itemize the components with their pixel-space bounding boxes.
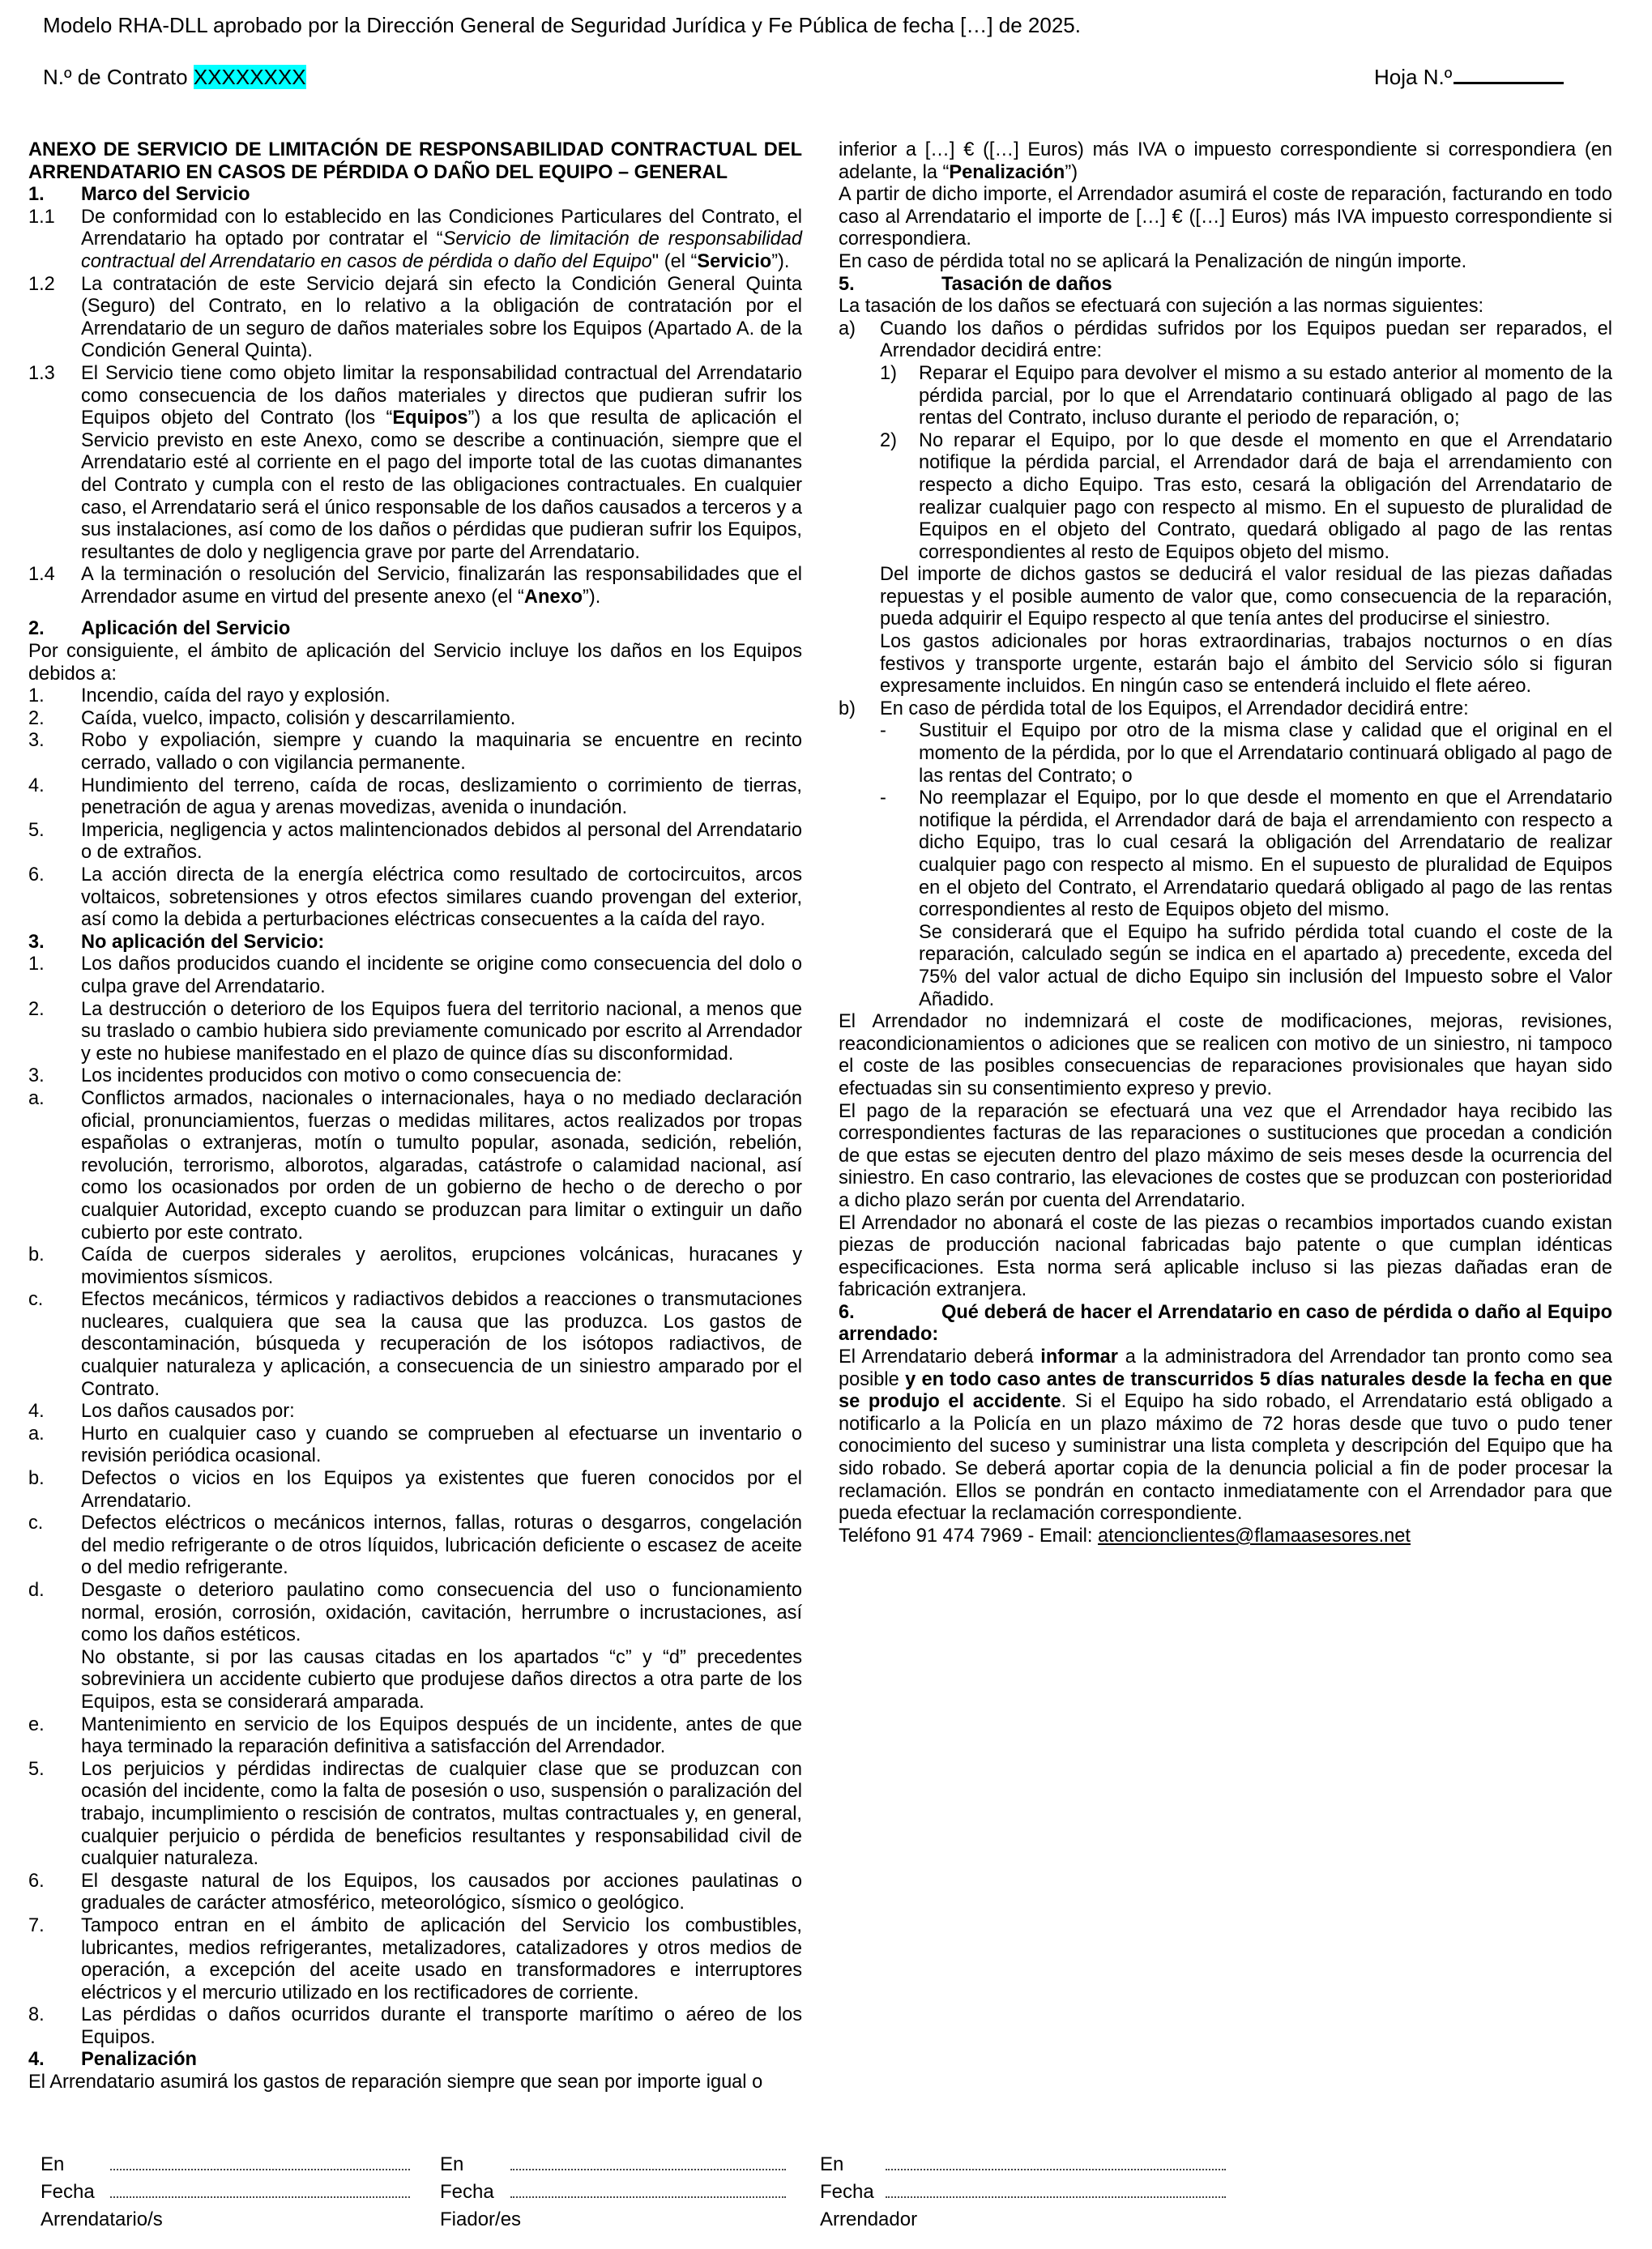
text-run: Incendio, caída del rayo y explosión.	[81, 685, 391, 707]
right-column	[839, 139, 1612, 1547]
text-run: Impericia, negligencia y actos malintencionados debidos al personal del Arrendatario o de extraños.	[81, 819, 802, 864]
model-approval-line: Modelo RHA-DLL aprobado por la Dirección General de Seguridad Jurídica y Fe Pública de fecha […] de 2025.	[43, 13, 1081, 37]
list-item	[839, 787, 1612, 922]
item-number: 1.1	[28, 206, 55, 228]
text-run: El Servicio tiene como objeto limitar la responsabilidad contractual del Arrendatario como consecuencia de los daños materiales y directos que pudieran sufrir los Equipos objeto del Contrato (los “	[81, 362, 802, 429]
text-run: Del importe de dichos gastos se deducirá el valor residual de las piezas dañadas repuestas y el posible aumento de valor que, como consecuencia de la reparación, pueda adquirir el Equipo respecto al que tenía antes del producirse el siniestro.	[880, 564, 1612, 630]
text-run: " (el “	[651, 250, 698, 272]
item-number: 3.	[28, 1065, 45, 1087]
paragraph	[839, 922, 1612, 1011]
text-run: Cuando los daños o pérdidas sufridos por los Equipos puedan ser reparados, el Arrendador decidirá entre:	[880, 318, 1612, 362]
contract-label: N.º de Contrato	[43, 65, 188, 89]
text-run: Caída de cuerpos siderales y aerolitos, erupciones volcánicas, huracanes y movimientos sísmicos.	[81, 1244, 802, 1288]
text-run: ”).	[583, 586, 601, 608]
text-run: Los perjuicios y pérdidas indirectas de cualquier clase que se produzcan con ocasión del incidente, como la falta de posesión o uso, suspensión o paralización del trabajo, incumplimiento o rescisión de contratos, multas contractuales y, en general, cualquier perjuicio o pérdida de beneficios resultantes y responsabilidad civil de cualquier naturaleza.	[81, 1758, 802, 1870]
item-number: -	[880, 787, 886, 809]
paragraph	[839, 184, 1612, 251]
text-run: La destrucción o deterioro de los Equipos fuera del territorio nacional, a menos que su traslado o cambio hubiera sido previamente comunicado por escrito al Arrendador y este no hubiese manifestado en el plazo de quince días su disconformidad.	[81, 998, 802, 1065]
place-blank	[886, 2169, 1226, 2170]
text-run: La contratación de este Servicio dejará sin efecto la Condición General Quinta (Seguro) del Contrato, en lo relativo a la obligación de contratación por el Arrendatario de un seguro de daños materiales sobre los Equipos (Apartado A. de la Condición General Quinta).	[81, 273, 802, 362]
list-item	[28, 1580, 802, 1647]
text-run: Los daños causados por:	[81, 1401, 295, 1423]
list-item	[28, 820, 802, 864]
date-blank	[110, 2196, 410, 2198]
text-run: Mantenimiento en servicio de los Equipos después de un incidente, antes de que haya terminado la reparación definitiva a satisfacción del Arrendador.	[81, 1713, 802, 1758]
bold-term: Anexo	[523, 586, 583, 608]
item-number: 1.	[28, 685, 45, 707]
item-number: 8.	[28, 2004, 45, 2026]
list-item	[28, 1088, 802, 1244]
party-label: Arrendador	[820, 2208, 918, 2230]
item-number: 2.	[28, 998, 45, 1020]
item-number: c.	[28, 1289, 44, 1311]
text-run: Reparar el Equipo para devolver el mismo a su estado anterior al momento de la pérdida parcial, por lo que el Arrendatario continuará obligado al pago de las rentas del Contrato, incluso durante el periodo de reparación, o;	[919, 362, 1612, 429]
item-number: 1.	[28, 184, 45, 206]
list-item	[28, 954, 802, 998]
text-run: Hundimiento del terreno, caída de rocas, deslizamiento o corrimiento de tierras, penetración de agua y arenas movedizas, avenida o inundación.	[81, 775, 802, 819]
bold-term: Servicio	[697, 250, 772, 272]
date-label: Fecha	[820, 2181, 874, 2203]
section-heading	[28, 618, 802, 641]
place-label: En	[820, 2153, 844, 2175]
text-run: Tasación de daños	[941, 273, 1112, 295]
text-run: ”)	[1065, 161, 1078, 183]
text-run: Marco del Servicio	[81, 184, 250, 206]
item-number: d.	[28, 1580, 45, 1601]
list-item	[839, 430, 1612, 565]
list-item	[28, 1513, 802, 1580]
text-run: ”) a los que resulta de aplicación el Servicio previsto en este Anexo, como se describe a continuación, siempre que el Arrendatario esté al corriente en el pago del importe total de las cuotas dimanantes del Contrato y cumpla con el resto de las obligaciones contractuales. En cualquier caso, el Arrendatario será el único responsable de los daños causados a terceros y a sus instalaciones, así como de los daños o pérdidas que pudieran sufrir los Equipos, resultantes de dolo y negligencia grave por parte del Arrendatario.	[81, 408, 802, 563]
place-blank	[110, 2169, 410, 2170]
item-number: 5.	[839, 273, 855, 295]
item-number: 3.	[28, 730, 45, 752]
list-item	[28, 864, 802, 932]
text-run: En caso de pérdida total no se aplicará la Penalización de ningún importe.	[839, 250, 1467, 272]
text-run: a la administradora del Arrendador tan pronto como sea posible	[839, 1346, 1612, 1390]
sheet-label: Hoja N.º	[1374, 65, 1453, 89]
section-heading	[28, 184, 802, 207]
list-item	[839, 720, 1612, 787]
text-run: No obstante, si por las causas citadas en los apartados “c” y “d” precedentes sobreviniera un accidente cubierto que produjese daños directos a otra parte de los Equipos, esta se considerará amparada.	[81, 1646, 802, 1713]
list-item	[28, 708, 802, 731]
sheet-number	[1374, 65, 1564, 90]
text-run: Defectos o vicios en los Equipos ya existentes que fueren conocidos por el Arrendatario.	[81, 1468, 802, 1512]
item-number: -	[880, 720, 886, 742]
signature-block-guarantor	[440, 2151, 521, 2234]
paragraph	[839, 139, 1612, 184]
bold-term: y en todo caso antes de transcurridos 5 días naturales desde la fecha en que se produjo el accidente	[839, 1368, 1613, 1413]
party-label: Arrendatario/s	[41, 2208, 163, 2230]
item-number: a.	[28, 1087, 45, 1109]
text-run: ”).	[771, 250, 790, 272]
item-number: 5.	[28, 819, 45, 841]
text-run: Teléfono 91 474 7969 - Email:	[839, 1525, 1099, 1547]
item-number: b.	[28, 1244, 45, 1266]
item-number: 6.	[28, 864, 45, 886]
list-item	[28, 1244, 802, 1289]
list-item	[28, 775, 802, 820]
text-run: Desgaste o deterioro paulatino como consecuencia del uso o funcionamiento normal, erosión, corrosión, oxidación, cavitación, herrumbre o incrustaciones, así como los daños estéticos.	[81, 1580, 802, 1646]
item-number: 5.	[28, 1758, 45, 1780]
paragraph	[839, 1526, 1612, 1548]
text-run: De conformidad con lo establecido en las Condiciones Particulares del Contrato, el Arrendatario ha optado por contratar el “	[81, 206, 802, 250]
item-number: c.	[28, 1513, 44, 1534]
place-label: En	[41, 2153, 65, 2175]
paragraph	[839, 296, 1612, 318]
item-number: 6.	[839, 1301, 855, 1323]
annex-title	[28, 139, 802, 184]
bold-term: Equipos	[392, 408, 468, 429]
item-number: b)	[839, 698, 856, 719]
text-run: A la terminación o resolución del Servicio, finalizarán las responsabilidades que el Arrendador asume en virtud del presente anexo (el “	[81, 564, 802, 608]
text-run: Los incidentes producidos con motivo o como consecuencia de:	[81, 1065, 622, 1087]
list-item	[28, 1423, 802, 1468]
paragraph	[839, 631, 1612, 698]
text-run: Penalización	[81, 2049, 197, 2071]
item-number: 7.	[28, 1914, 45, 1936]
list-item	[28, 274, 802, 363]
item-number: 1)	[880, 362, 897, 384]
list-item	[28, 1714, 802, 1759]
item-number: 6.	[28, 1870, 45, 1892]
item-number: 1.	[28, 954, 45, 975]
text-run: La tasación de los daños se efectuará con sujeción a las normas siguientes:	[839, 296, 1484, 318]
place-blank	[510, 2169, 786, 2170]
text-run: En caso de pérdida total de los Equipos, el Arrendador decidirá entre:	[880, 698, 1469, 719]
text-run: A partir de dicho importe, el Arrendador asumirá el coste de reparación, facturando en todo caso al Arrendatario el importe de […] € ([…] Euros) más IVA impuesto correspondiente si correspondiera.	[839, 184, 1612, 250]
item-number: e.	[28, 1713, 45, 1735]
list-item	[28, 1289, 802, 1401]
left-column	[28, 139, 802, 2094]
paragraph	[839, 564, 1612, 631]
text-run: inferior a […] € ([…] Euros) más IVA o impuesto correspondiente si correspondiera (en adelante, la “	[839, 139, 1612, 183]
text-run: Efectos mecánicos, térmicos y radiactivos debidos a reacciones o transmutaciones nucleares, cualquiera que sea la causa que las produzca. Los gastos de descontaminación, búsqueda y recuperación de los isótopos radiactivos, de cualquier naturaleza y aplicación, a consecuencia de un siniestro amparado por el Contrato.	[81, 1289, 802, 1400]
text-run: No reemplazar el Equipo, por lo que desde el momento en que el Arrendatario notifique la pérdida, el Arrendador dará de baja el arrendamiento con respecto a dicho Equipo, tras lo cual cesará la obligación del Arrendatario de realizar cualquier pago con respecto al mismo. En el supuesto de pluralidad de Equipos en el objeto del Contrato, el Arrendatario quedará obligado al pago de las rentas correspondientes al resto de Equipos objeto del mismo.	[919, 787, 1612, 921]
email-link[interactable]: atencionclientes@flamaasesores.net	[1098, 1525, 1411, 1547]
bold-term: informar	[1040, 1346, 1118, 1368]
italic-term: Servicio de limitación de responsabilidad contractual del Arrendatario en casos de pérdida o daño del Equipo	[81, 228, 802, 272]
party-label: Fiador/es	[440, 2208, 522, 2230]
signature-block-lessor	[820, 2151, 917, 2234]
item-number: 2.	[28, 707, 45, 729]
text-run: Por consiguiente, el ámbito de aplicación del Servicio incluye los daños en los Equipos debidos a:	[28, 641, 802, 685]
text-run: Los daños producidos cuando el incidente se origine como consecuencia del dolo o culpa grave del Arrendatario.	[81, 954, 802, 997]
text-run: Tampoco entran en el ámbito de aplicación del Servicio los combustibles, lubricantes, medios refrigerantes, metalizadores, catalizadores y otros medios de operación, a excepción del aceite usado en transformadores e interruptores eléctricos y el mercurio utilizado en los rectificadores de corriente.	[81, 1914, 802, 2004]
text-run: Los gastos adicionales por horas extraordinarias, trabajos nocturnos o en días festivos y transporte urgente, estarán bajo el ámbito del Servicio sólo si figuran expresamente incluidos. En ningún caso se entenderá incluido el flete aéreo.	[880, 631, 1612, 698]
text-run: Se considerará que el Equipo ha sufrido pérdida total cuando el coste de la reparación, calculado según se indica en el apartado a) precedente, exceda del 75% del valor actual de dicho Equipo sin inclusión del Impuesto sobre el Valor Añadido.	[919, 921, 1612, 1010]
text-run: Caída, vuelco, impacto, colisión y descarrilamiento.	[81, 707, 516, 729]
paragraph	[839, 1011, 1612, 1100]
paragraph	[839, 1101, 1612, 1213]
section-heading	[839, 274, 1612, 297]
list-item	[28, 564, 802, 608]
text-run: El pago de la reparación se efectuará una vez que el Arrendador haya recibido las correspondientes facturas de las reparaciones o sustituciones que procedan a condición de que estas se ejecuten dentro del plazo máximo de seis meses desde la ocurrencia del siniestro. En caso contrario, las elevaciones de costes que se produzcan con posterioridad a dicho plazo serán por cuenta del Arrendatario.	[839, 1100, 1612, 1211]
text-run: Defectos eléctricos o mecánicos internos, fallas, roturas o desgarros, congelación del medio refrigerante o de otros líquidos, lubricación deficiente o escasez de aceite o del medio refrigerante.	[81, 1513, 802, 1579]
item-number: b.	[28, 1468, 45, 1490]
contract-number: XXXXXXXX	[193, 65, 306, 89]
list-item	[839, 363, 1612, 430]
text-run: Aplicación del Servicio	[81, 618, 291, 640]
section-heading	[28, 932, 802, 954]
text-run: El Arrendatario deberá	[839, 1346, 1041, 1368]
paragraph	[28, 1647, 802, 1714]
item-number: 4.	[28, 775, 45, 796]
item-number: 4.	[28, 1401, 45, 1423]
item-number: 1.3	[28, 362, 55, 384]
date-label: Fecha	[41, 2181, 95, 2203]
section-heading	[839, 1302, 1612, 1346]
list-item	[28, 1468, 802, 1513]
text-run: Hurto en cualquier caso y cuando se comprueben al efectuarse un inventario o revisión periódica ocasional.	[81, 1423, 802, 1467]
text-run: ANEXO DE SERVICIO DE LIMITACIÓN DE RESPONSABILIDAD CONTRACTUAL DEL ARRENDATARIO EN CASOS DE PÉRDIDA O DAÑO DEL EQUIPO – GENERAL	[28, 139, 802, 183]
list-item	[28, 999, 802, 1066]
text-run: . Si el Equipo ha sido robado, el Arrendatario está obligado a notificarlo a la Policía en un plazo máximo de 72 horas desde que tuvo o pudo tener conocimiento del suceso y suministrar una lista completa y descripción del Equipo que ha sido robado. Se deberá aportar copia de la denuncia policial a fin de poder procesar la reclamación. Ellos se pondrán en contacto inmediatamente con el Arrendador para que pueda efectuar la reclamación correspondiente.	[839, 1391, 1612, 1525]
item-number: a)	[839, 318, 856, 339]
list-item	[28, 685, 802, 708]
item-number: a.	[28, 1423, 45, 1445]
text-run: El desgaste natural de los Equipos, los causados por acciones paulatinas o graduales de carácter atmosférico, meteorológico, sísmico o geológico.	[81, 1870, 802, 1914]
bold-term: Penalización	[949, 161, 1065, 183]
text-run: No reparar el Equipo, por lo que desde el momento en que el Arrendatario notifique la pérdida parcial, el Arrendador dará de baja el arrendamiento con respecto a dicho Equipo. Tras esto, cesará la obligación del Arrendatario de realizar cualquier pago con respecto al mismo. En el supuesto de pluralidad de Equipos en el objeto del Contrato, quedará obligado al pago de las rentas correspondientes al resto de Equipos objeto del mismo.	[919, 429, 1612, 563]
item-number: 1.4	[28, 564, 55, 586]
paragraph	[839, 251, 1612, 274]
date-blank	[510, 2196, 786, 2198]
text-run: Conflictos armados, nacionales o internacionales, haya o no mediado declaración oficial, pronunciamientos, fuerzas o medidas militares, actos realizados por tropas españolas o extranjeras, motín o tumulto popular, asonada, sedición, rebelión, revolución, terrorismo, alborotos, algaradas, catástrofe o calamidad nacional, así como los ocasionados por orden de un gobierno de hecho o de derecho o por cualquier Autoridad, excepto cuando se produzcan para limitar o extinguir un daño cubierto por este contrato.	[81, 1087, 802, 1244]
item-number: 2.	[28, 618, 45, 640]
item-number: 1.2	[28, 273, 55, 295]
place-label: En	[440, 2153, 464, 2175]
sheet-number-blank	[1454, 82, 1564, 84]
list-item	[28, 1065, 802, 1088]
section-heading	[28, 2049, 802, 2072]
item-number: 3.	[28, 931, 45, 953]
list-item	[28, 1759, 802, 1871]
paragraph	[28, 641, 802, 685]
text-run: No aplicación del Servicio:	[81, 931, 325, 953]
paragraph	[839, 1346, 1612, 1526]
list-item	[28, 1871, 802, 1915]
list-item	[28, 207, 802, 274]
list-item	[28, 1915, 802, 2004]
list-item	[28, 2004, 802, 2049]
paragraph	[839, 1213, 1612, 1302]
text-run: Qué deberá de hacer el Arrendatario en caso de pérdida o daño al Equipo arrendado:	[839, 1301, 1612, 1346]
text-run: Las pérdidas o daños ocurridos durante el transporte marítimo o aéreo de los Equipos.	[81, 2004, 802, 2048]
contract-number-line	[43, 65, 306, 90]
text-run: Sustituir el Equipo por otro de la misma clase y calidad que el original en el momento de la pérdida, por lo que el Arrendatario continuará obligado al pago de las rentas del Contrato; o	[919, 720, 1612, 787]
text-run: El Arrendador no abonará el coste de las piezas o recambios importados cuando existan piezas de producción nacional fabricadas bajo patente o que cumplan idénticas especificaciones. Esta norma será aplicable incluso si las piezas dañadas eran de fabricación extranjera.	[839, 1212, 1612, 1301]
date-label: Fecha	[440, 2181, 494, 2203]
list-item	[28, 730, 802, 775]
signature-block-lessee	[41, 2151, 163, 2234]
text-run: La acción directa de la energía eléctrica como resultado de cortocircuitos, arcos voltaicos, sobretensiones y otros efectos similares cuando provengan del exterior, así como la debida a perturbaciones eléctricas consecuentes a la caída del rayo.	[81, 864, 802, 931]
list-item	[28, 363, 802, 564]
item-number: 2)	[880, 429, 897, 451]
list-item	[839, 318, 1612, 363]
list-item	[839, 698, 1612, 721]
item-number: 4.	[28, 2049, 45, 2071]
text-run: El Arrendatario asumirá los gastos de reparación siempre que sean por importe igual o	[28, 2072, 763, 2093]
date-blank	[886, 2196, 1226, 2198]
list-item	[28, 1401, 802, 1423]
text-run: Robo y expoliación, siempre y cuando la maquinaria se encuentre en recinto cerrado, vallado o con vigilancia permanente.	[81, 730, 802, 775]
text-run: El Arrendador no indemnizará el coste de modificaciones, mejoras, revisiones, reacondicionamientos o adiciones que se realicen con motivo de un siniestro, ni tampoco el coste de las posibles consecuencias de reparaciones provisionales que hayan sido efectuadas sin su consentimiento expreso y previo.	[839, 1011, 1612, 1099]
paragraph	[28, 2072, 802, 2094]
